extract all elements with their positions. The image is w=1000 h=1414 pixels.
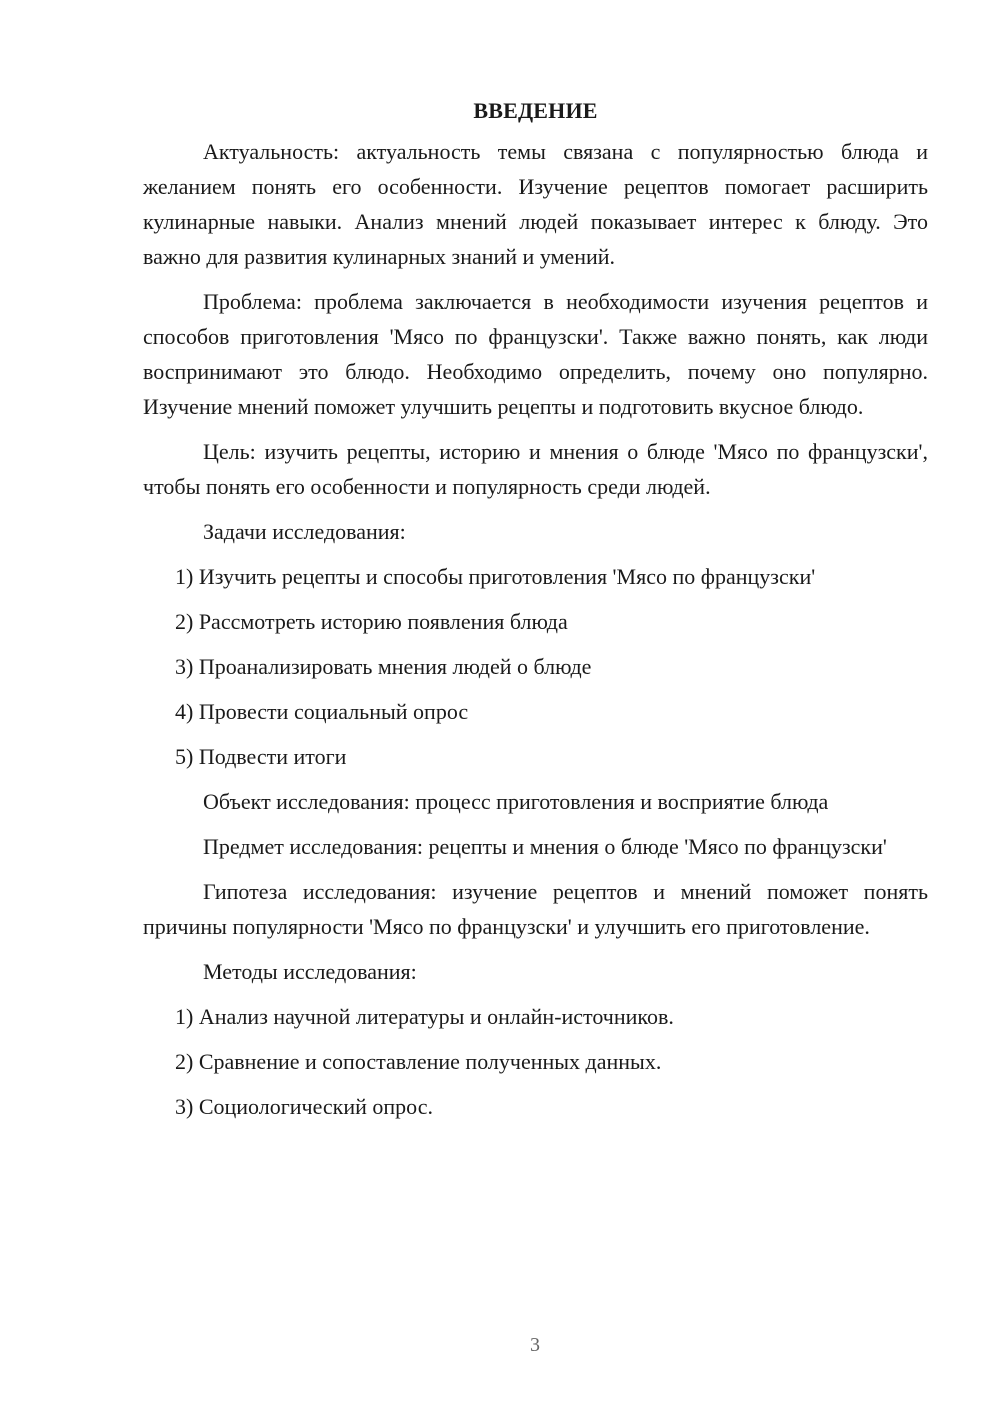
task-item: 4) Провести социальный опрос <box>175 699 469 724</box>
task-item: 3) Проанализировать мнения людей о блюде <box>175 654 592 679</box>
page-number: 3 <box>530 1334 540 1356</box>
task-item: 5) Подвести итоги <box>175 744 347 769</box>
problem-paragraph: Проблема: проблема заключается в необходимости изучения рецептов и способов приготовления 'Мясо по французски'. Также важно понять, как люди воспринимают это блюдо. Необходимо определить, почему оно популярно. Изучение мнений поможет улучшить рецепты и подготовить вкусное блюдо. <box>143 289 928 419</box>
task-item: 2) Рассмотреть историю появления блюда <box>175 609 568 634</box>
tasks-heading: Задачи исследования: <box>203 519 406 544</box>
subject-paragraph: Предмет исследования: рецепты и мнения о блюде 'Мясо по французски' <box>203 834 887 859</box>
document-body <box>143 96 928 1134</box>
methods-heading: Методы исследования: <box>203 959 417 984</box>
method-item: 3) Социологический опрос. <box>175 1094 433 1119</box>
section-title: ВВЕДЕНИЕ <box>473 98 598 123</box>
object-paragraph: Объект исследования: процесс приготовления и восприятие блюда <box>203 789 829 814</box>
method-item: 2) Сравнение и сопоставление полученных данных. <box>175 1049 662 1074</box>
relevance-paragraph: Актуальность: актуальность темы связана с популярностью блюда и желанием понять его особенности. Изучение рецептов помогает расширить кулинарные навыки. Анализ мнений людей показывает интерес к блюду. Это важно для развития кулинарных знаний и умений. <box>143 139 928 269</box>
hypothesis-paragraph: Гипотеза исследования: изучение рецептов и мнений поможет понять причины популярности 'Мясо по французски' и улучшить его приготовление. <box>143 879 928 939</box>
task-item: 1) Изучить рецепты и способы приготовления 'Мясо по французски' <box>175 564 816 589</box>
goal-paragraph: Цель: изучить рецепты, историю и мнения о блюде 'Мясо по французски', чтобы понять его особенности и популярность среди людей. <box>143 439 928 499</box>
method-item: 1) Анализ научной литературы и онлайн-источников. <box>175 1004 674 1029</box>
